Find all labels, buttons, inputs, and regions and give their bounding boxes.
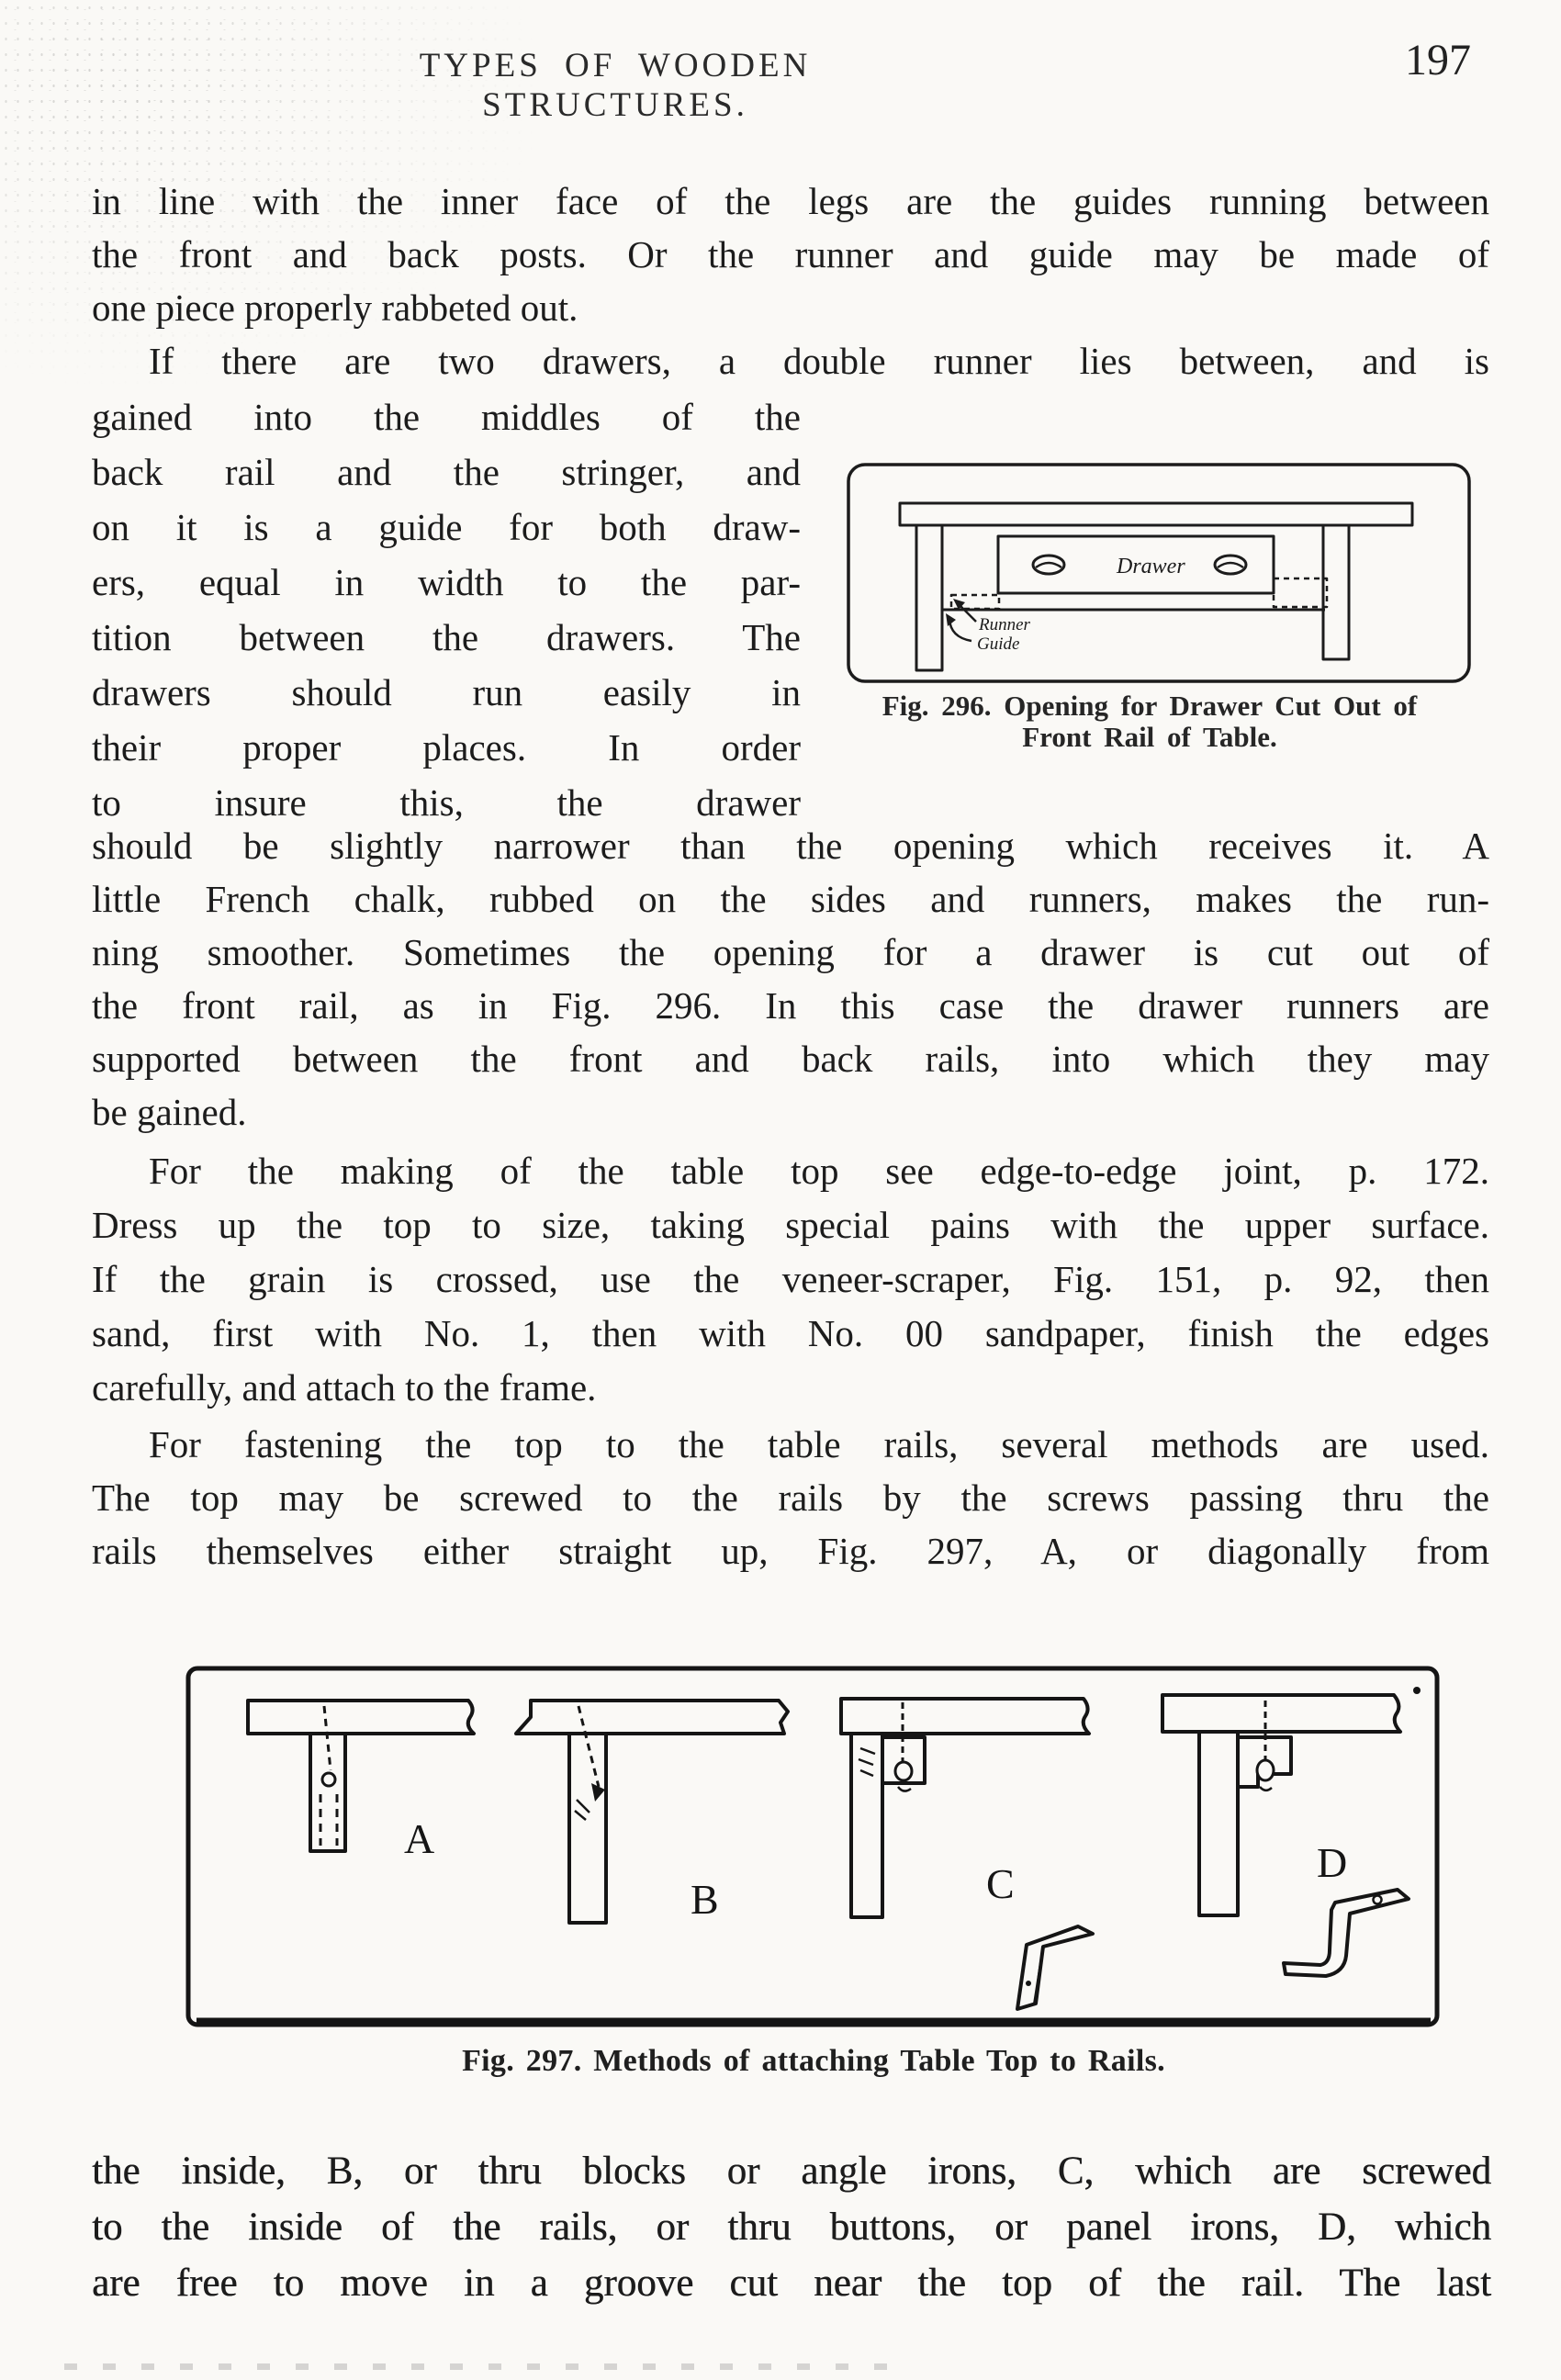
table-left-leg (916, 525, 942, 670)
text-line: gained into the middles of the (92, 396, 801, 438)
text-line: the front rail, as in Fig. 296. In this case the drawer runners are (92, 984, 1489, 1027)
text-line: their proper places. In order (92, 726, 801, 769)
method-c-label: C (986, 1860, 1015, 1907)
text-line: Dress up the top to size, taking special pains with the upper surface. (92, 1204, 1489, 1246)
text-line: tition between the drawers. The (92, 616, 801, 658)
text-line: ers, equal in width to the par- (92, 561, 801, 603)
panel-iron (1284, 1890, 1409, 1976)
text-line: one piece properly rabbeted out. (92, 286, 578, 329)
drawer-handle-left (1033, 556, 1064, 574)
guide-label: Guide (977, 634, 1020, 654)
figure-297-illustration (184, 1664, 1443, 2033)
paragraph-2-continued (92, 819, 1489, 1139)
text-line: to insure this, the drawer (92, 781, 801, 824)
table-right-leg (1323, 525, 1349, 659)
text-line: should be slightly narrower than the opening which receives it. A (92, 825, 1489, 867)
method-c-drawing (841, 1699, 1093, 2009)
paragraph-3 (92, 1144, 1489, 1415)
scan-noise-bottom (64, 2363, 891, 2370)
text-line: on it is a guide for both draw- (92, 506, 801, 548)
guide-arrow (946, 613, 971, 641)
drawer-label: Drawer (1117, 555, 1185, 578)
running-header: TYPES OF WOODEN STRUCTURES. (419, 47, 812, 124)
paragraph-4 (92, 1418, 1489, 1577)
caption-line: Front Rail of Table. (1022, 721, 1277, 753)
method-d-label: D (1317, 1839, 1348, 1886)
method-b-label: B (691, 1876, 719, 1923)
paragraph-2-intro (92, 334, 1489, 387)
text-line: to the inside of the rails, or thru buttons, or panel irons, D, which (92, 2206, 1491, 2249)
text-line: supported between the front and back rails, into which they may (92, 1038, 1489, 1080)
method-a-drawing (248, 1701, 474, 1851)
figure-297-caption: Fig. 297. Methods of attaching Table Top to Rails. (462, 2044, 1165, 2078)
text-line: carefully, and attach to the frame. (92, 1366, 597, 1409)
text-line: sand, first with No. 1, then with No. 00 sandpaper, finish the edges (92, 1312, 1489, 1354)
table-top (900, 503, 1412, 525)
figure-296-caption (817, 690, 1482, 753)
figure-296-illustration (845, 461, 1473, 685)
text-line: If the grain is crossed, use the veneer-scraper, Fig. 151, p. 92, then (92, 1258, 1489, 1300)
text-line: are free to move in a groove cut near the top of the rail. The last (92, 2262, 1491, 2305)
text-line: drawers should run easily in (92, 671, 801, 713)
text-line: For fastening the top to the table rails, several methods are used. (149, 1423, 1489, 1465)
method-b-drawing (516, 1701, 788, 1923)
drawer-handle-right (1215, 556, 1246, 574)
runner-label: Runner (979, 615, 1030, 634)
text-line: the front and back posts. Or the runner and guide may be made of (92, 233, 1489, 275)
paragraph-1 (92, 174, 1489, 334)
text-line: be gained. (92, 1091, 247, 1133)
text-line: If there are two drawers, a double runner lies between, and is (149, 340, 1489, 382)
paragraph-2-left-column (92, 389, 801, 830)
method-d-drawing (1162, 1687, 1421, 1976)
angle-iron (1017, 1926, 1093, 2009)
caption-line: Fig. 296. Opening for Drawer Cut Out of (882, 690, 1418, 722)
text-line: ning smoother. Sometimes the opening for a drawer is cut out of (92, 931, 1489, 973)
text-line: back rail and the stringer, and (92, 451, 801, 493)
text-line: rails themselves either straight up, Fig. 297, A, or diagonally from (92, 1530, 1489, 1572)
text-line: For the making of the table top see edge-to-edge joint, p. 172. (149, 1150, 1489, 1192)
text-line: the inside, B, or thru blocks or angle irons, C, which are screwed (92, 2150, 1491, 2193)
paragraph-5 (92, 2143, 1491, 2311)
text-line: little French chalk, rubbed on the sides and runners, makes the run- (92, 878, 1489, 920)
page-number: 197 (1405, 36, 1471, 84)
runner-hidden-right (1274, 578, 1327, 607)
text-line: in line with the inner face of the legs are the guides running between (92, 180, 1489, 222)
text-line: The top may be screwed to the rails by the screws passing thru the (92, 1476, 1489, 1519)
method-a-label: A (404, 1815, 435, 1862)
